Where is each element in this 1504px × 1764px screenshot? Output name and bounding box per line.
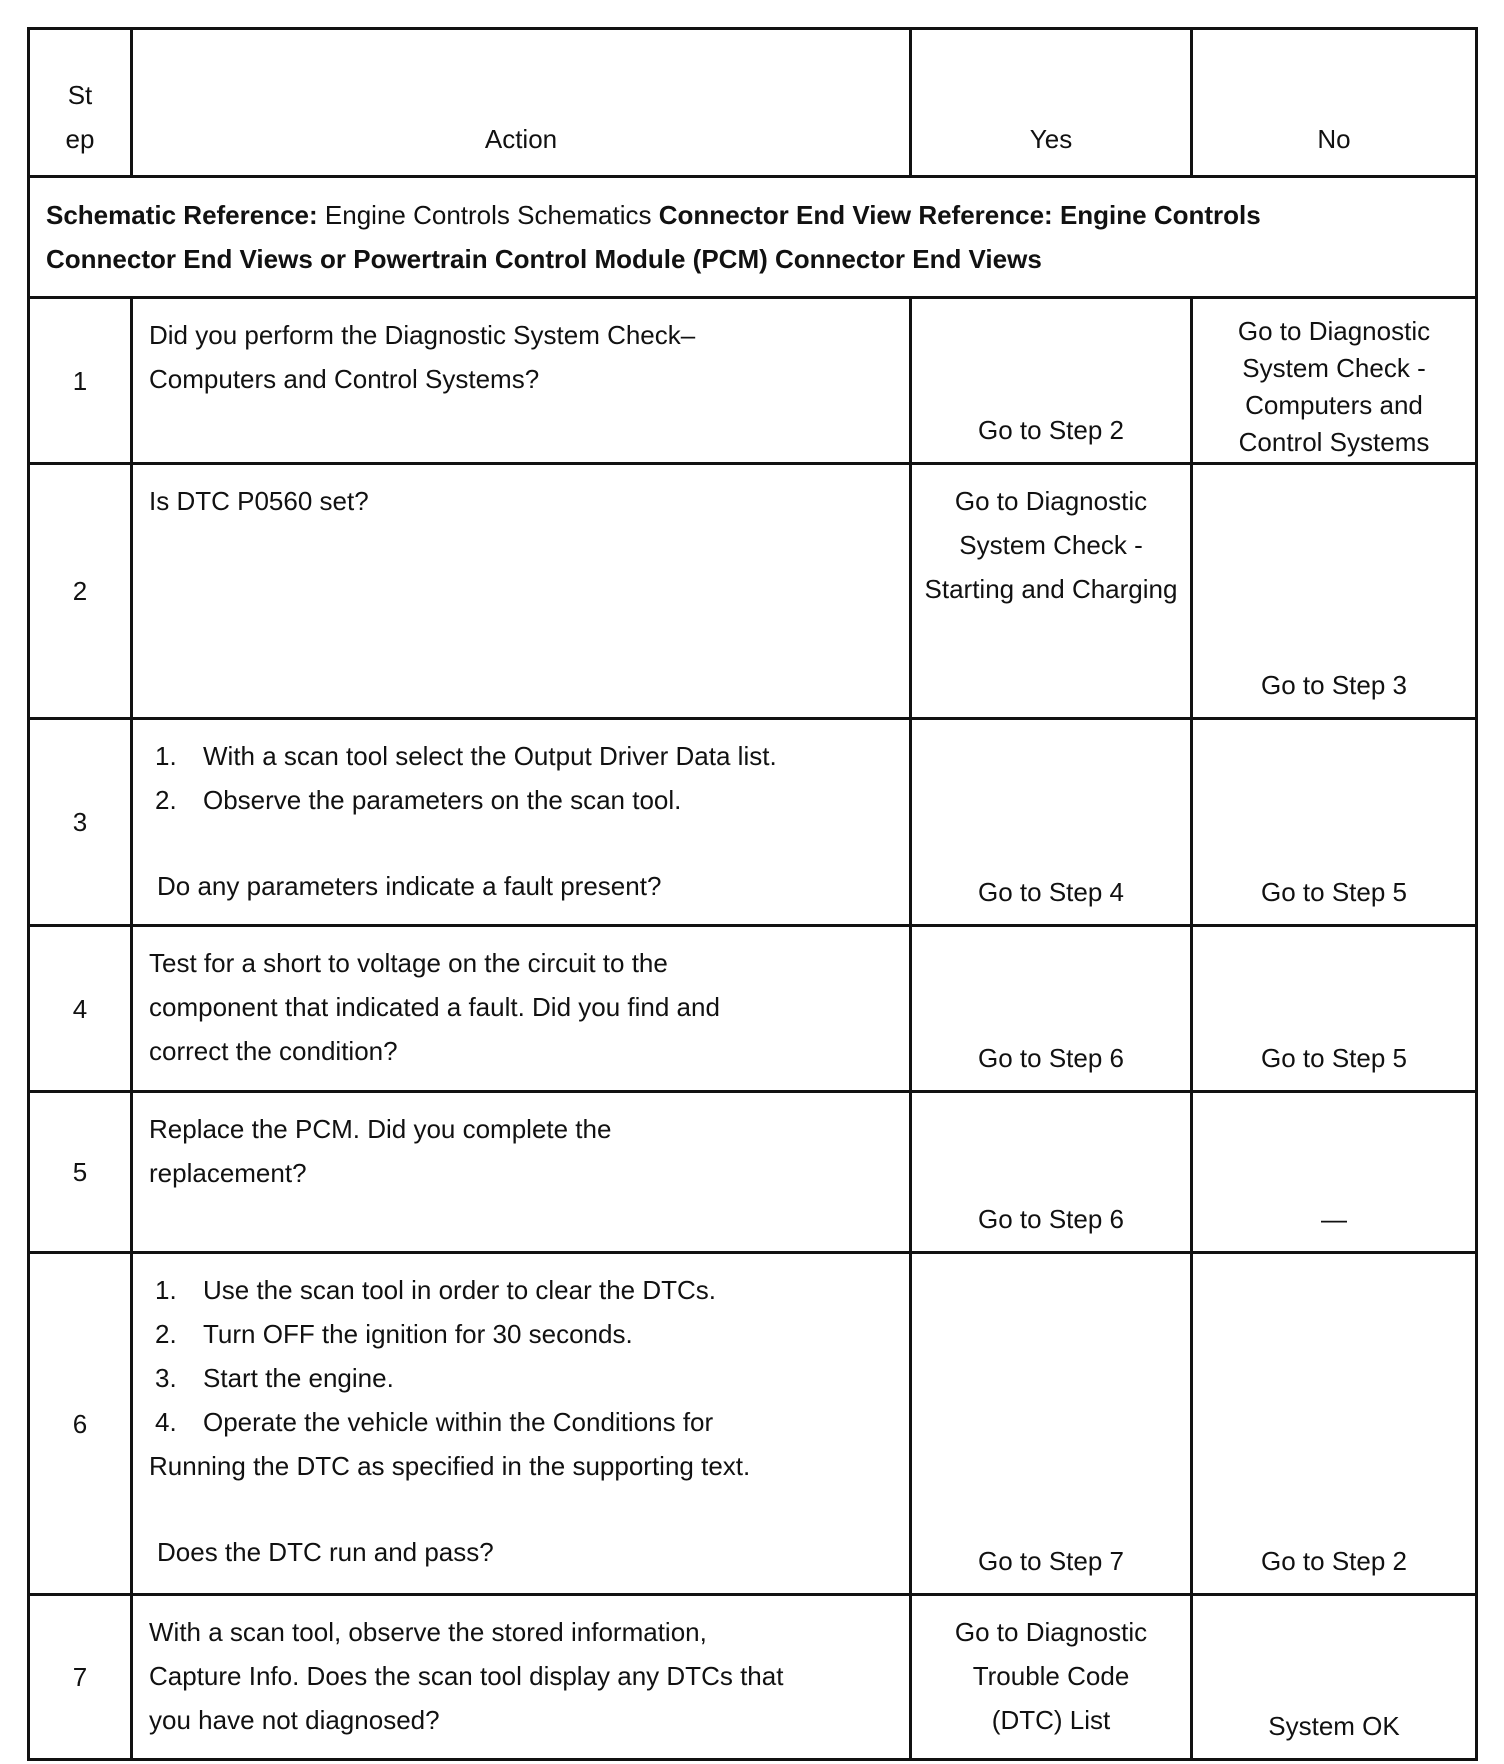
reference-cell xyxy=(29,177,1477,298)
action-cell: With a scan tool, observe the stored information, Capture Info. Does the scan tool display any DTCs that you have not diagnosed? xyxy=(132,1595,911,1760)
header-yes: Yes xyxy=(911,29,1192,177)
header-action: Action xyxy=(132,29,911,177)
yes-cell: Go to Step 7 xyxy=(911,1253,1192,1595)
no-cell: — xyxy=(1192,1092,1477,1253)
yes-cell: Go to Step 6 xyxy=(911,1092,1192,1253)
yes-cell: Go to Diagnostic Trouble Code (DTC) List xyxy=(911,1595,1192,1760)
step-number: 7 xyxy=(29,1595,132,1760)
no-cell: System OK xyxy=(1192,1595,1477,1760)
table-row xyxy=(29,719,1477,926)
list-item: 2. Turn OFF the ignition for 30 seconds. xyxy=(155,1319,633,1349)
list-item: 2. Observe the parameters on the scan tool. xyxy=(155,785,682,815)
diagnostic-table xyxy=(27,27,1478,1761)
no-cell: Go to Step 5 xyxy=(1192,926,1477,1092)
list-item: 1. Use the scan tool in order to clear the DTCs. xyxy=(155,1275,717,1305)
action-question: Does the DTC run and pass? xyxy=(157,1537,494,1567)
yes-cell: Go to Step 2 xyxy=(911,298,1192,464)
table-row xyxy=(29,1253,1477,1595)
schematic-value: Engine Controls Schematics xyxy=(324,200,652,230)
list-item: 1. With a scan tool select the Output Driver Data list. xyxy=(155,741,777,771)
action-list xyxy=(149,734,893,822)
no-cell: Go to Diagnostic System Check - Computers and Control Systems xyxy=(1192,298,1477,464)
table-row xyxy=(29,298,1477,464)
action-cell xyxy=(132,719,911,926)
table-row xyxy=(29,464,1477,719)
schematic-label: Schematic Reference: xyxy=(46,200,318,230)
action-cell: Is DTC P0560 set? xyxy=(132,464,911,719)
yes-cell: Go to Diagnostic System Check - Starting and Charging xyxy=(911,464,1192,719)
action-question: Do any parameters indicate a fault present? xyxy=(157,871,662,901)
action-list xyxy=(149,1268,893,1444)
yes-cell: Go to Step 4 xyxy=(911,719,1192,926)
step-number: 3 xyxy=(29,719,132,926)
action-cell xyxy=(132,1253,911,1595)
action-cell: Test for a short to voltage on the circuit to the component that indicated a fault. Did you find and correct the condition? xyxy=(132,926,911,1092)
action-cell: Did you perform the Diagnostic System Check– Computers and Control Systems? xyxy=(132,298,911,464)
header-no: No xyxy=(1192,29,1477,177)
connector-ref-line1: Connector End View Reference: Engine Controls xyxy=(658,200,1261,230)
table-row xyxy=(29,1595,1477,1760)
action-cell: Replace the PCM. Did you complete the replacement? xyxy=(132,1092,911,1253)
step-number: 6 xyxy=(29,1253,132,1595)
no-cell: Go to Step 5 xyxy=(1192,719,1477,926)
no-cell: Go to Step 2 xyxy=(1192,1253,1477,1595)
step-number: 1 xyxy=(29,298,132,464)
reference-row xyxy=(29,177,1477,298)
list-item: 3. Start the engine. xyxy=(155,1363,394,1393)
list-item: 4. Operate the vehicle within the Conditions for xyxy=(155,1407,714,1437)
table-row xyxy=(29,1092,1477,1253)
list-item-continuation: Running the DTC as specified in the supporting text. xyxy=(149,1451,751,1481)
no-cell: Go to Step 3 xyxy=(1192,464,1477,719)
table-row xyxy=(29,926,1477,1092)
yes-cell: Go to Step 6 xyxy=(911,926,1192,1092)
step-number: 4 xyxy=(29,926,132,1092)
header-step: St ep xyxy=(29,29,132,177)
step-number: 2 xyxy=(29,464,132,719)
connector-ref-line2: Connector End Views or Powertrain Control Module (PCM) Connector End Views xyxy=(46,244,1042,274)
step-number: 5 xyxy=(29,1092,132,1253)
header-row xyxy=(29,29,1477,177)
